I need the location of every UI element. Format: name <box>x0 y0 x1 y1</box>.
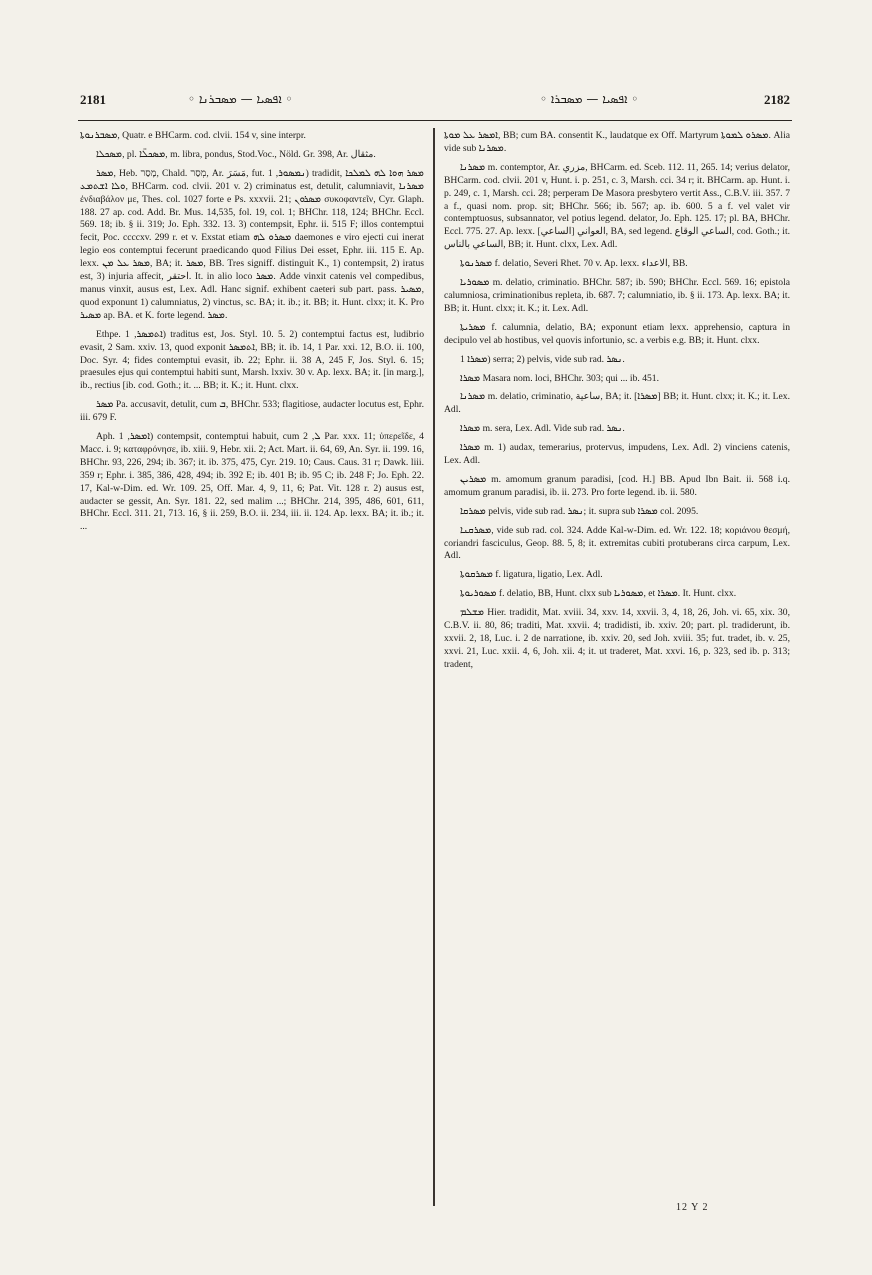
signature-mark: 12 Y 2 <box>676 1202 709 1213</box>
entry: ܐܡܣܪ ܥܠ ܡܘܬܐ, BB; cum BA. consentit K., laudatque ex Off. Martyrum ܡܣܪܘ ܠܡܘܬܐ. Alia vide sub ܡܣܪܢܐ. <box>444 130 790 154</box>
header-rule <box>78 120 792 121</box>
entry: ܡܣܘܪܝܘܬܐ f. delatio, BB, Hunt. clxx sub ܡܣܘܪܝܐ, et ܡܣܪܐ. It. Hunt. clxx. <box>460 588 737 600</box>
running-head-left: ◦ ܐܦܣܝܐ — ܡܣܒܪܢܐ ◦ <box>188 92 293 106</box>
page-header <box>80 92 790 110</box>
entry: ܡܣܪܐ m. 1) audax, temerarius, protervus, impudens, Lex. Adl. 2) vinciens catenis, Lex. Adl. <box>444 442 790 467</box>
entry: ܡܣܘܪܝܐ m. delatio, criminatio. BHChr. 587; ib. 590; BHChr. Eccl. 569. 16; epistola calumniosa, criminationibus repleta, ib. 687. 7; calumniatio, ib. § ii. 173. Ap. lexx. BA; it. BB; it. Hunt. clxx; it. K.; it. Lex. Adl. <box>444 277 790 314</box>
entry: ܡܣܪܝܬܐ f. calumnia, delatio, BA; exponunt etiam lexx. apprehensio, captura in decipulo vel ab hostibus, vel quovis infortunio, sc. a verbis e.g. BB; it. Hunt. clxx. <box>444 321 790 346</box>
entry: ܡܣܪܢܘܬܐ f. delatio, Severi Rhet. 70 v. Ap. lexx. الاعداء, BB. <box>460 258 688 270</box>
entry: ܡܫܠܡ Hier. tradidit, Mat. xviii. 34, xxv. 14, xxvii. 3, 4, 18, 26, Joh. vi. 65, xix. 30, C.B.V. ii. 80, 86; traditi, Mat. xxvii. 4; tradidisti, ib. xxiv. 20; part. pl. tradiderunt, ib. xxvii. 2, 18, Luc. i. 2 de narratione, ib. xxiv. 20, sed Joh. xviii. 35; fut. tradet, ib. v. 25, xxvi. 21, Luc. xxii. 4, 6, Joh. xii. 4; it. ut traderet, Mat. xxvi. 16, p. 323, sed ib. p. 313; tradent, <box>444 607 790 670</box>
entry: ܡܣܪܝܢ m. amomum granum paradisi, [cod. H.] BB. Apud Ibn Bait. ii. 568 i.q. amomum granum paradisi, ib. ii. 273. Pro forte legend. ib. ii. 580. <box>444 473 790 498</box>
entry: ܡܣܪܐ m. sera, Lex. Adl. Vide sub rad. ܢܣܪ. <box>460 423 625 435</box>
entry: Aph. ܐܡܣܪ, 1) contempsit, contemptui habuit, cum ܠ, 2 Par. xxx. 11; ὑπερεῖδε, 4 Macc. i. 9; καταφρόνησε, ib. xiii. 9, Hebr. xii. 2; Act. Mart. ii. 64, 69, An. Syr. ii. 199. 16, BHChr. 93, 226, 294; ib. 367; it. ib. 375, 475, Cyr. 219. 10; Caus. Caus. 31 r; Dawk. liii. 359 r; Ephr. i. 385, 386, 428, 494; ib. 392 E; ib. 401 B; ib. 95 C; ib. 248 F; Jo. Eph. 22. 17, Kal-w-Dim. ed. Wr. 109. 25, Off. Mar. 4, 9, 11, 6; Pat. Vit. 128 r. 2) ausus est, audacter se gessit, An. Syr. 181. 22, sed malim ...; BHChr. 214, 395, 486, 601, 611, BHChr. Eccl. 311. 21, 713. 16, § ii. 259, B.O. ii. 234, iii. ii. 124. Ap. lexx. BA; it. ib.; it. ... <box>80 431 424 533</box>
entry: ܡܣܪ, Heb. מָסַר, Chald. מְסַר, Ar. مَسَرَ, fut. ܢܡܣܘܪ, 1) tradidit, ܡܣܪ ܗܘܐ ܠܗ ܠܡܠܟܐ ܘܠܐ ܐܫܬܡܥ, BHCarm. cod. clvii. 201 v. 2) criminatus est, detulit, calumniavit, ܡܣܪܢܐ ἐνδιαβάλον με, Thes. col. 1027 forte e Ps. xxxvii. 21; ܡܣܪܘܢ συκοφαντεῖν, Cyr. Glaph. 188. 27 ap. cod. Add. Br. Mus. 14,535, fol. 19, col. 1; BHChr. 118, 124; BHChr. Eccl. 569. 18; ib. § ii. 319; Jo. Eph. 332. 13. 3) contempsit, Ephr. ii. 515 F; illos contemptui fecit, Poc. ccccxv. 299 r. et v. Exstat etiam ܡܣܪܘ ܠܗ daemones e viro ejecti cui inerat legio eos contemptui fecerunt praedicando quod Filius Dei esset, Ephr. iii. 115 E. Ap. lexx. ܡܣܪ ܥܠ ܡܢ, BA; it. ܡܣܪ, BB. Tres signiff. distinguit K., 1) contempsit, 2) iratus est, 3) injuria affecit, احتقر. It. in alio loco ܡܣܪ. Adde vinxit catenis vel compedibus, manus vinxit, ausus est, Lex. Adl. Hanc signif. exhibent caeteri sub part. pass. ܡܣܝܪ, quod exponunt 1) calumniatus, 2) vinctus, sc. BA; it. ib.; it. BB; it. Hunt. clxx; it. K. Pro ܡܣܝܪ ap. BA. et K. forte legend. ܡܣܪ. <box>80 167 424 321</box>
entry: ܡܣܪ Pa. accusavit, detulit, cum ܒ, BHChr. 533; flagitiose, audacter locutus est, Ephr. iii. 679 F. <box>80 399 424 424</box>
page-number-left: 2181 <box>80 92 106 107</box>
entry: ܡܣܪܐ 1) serra; 2) pelvis, vide sub rad. ܢܣܪ. <box>460 353 625 365</box>
right-column <box>444 130 790 1210</box>
entry: ܡܣܪܢܐ m. delatio, criminatio, ساعية, BA; it. [ܡܣܪܐ] BB; it. Hunt. clxx; it. K.; it. Lex. Adl. <box>444 391 790 416</box>
entry: ܡܣܪܩܐ pelvis, vide sub rad. ܢܣܪ; it. supra sub ܡܣܪܐ col. 2095. <box>460 505 699 517</box>
page-number-right: 2182 <box>764 92 790 107</box>
entry: ܡܣܪܩܘܬܐ f. ligatura, ligatio, Lex. Adl. <box>460 569 603 581</box>
column-divider <box>433 128 435 1206</box>
left-column <box>80 130 424 1210</box>
entry: ܡܣܪܩܢܐ, vide sub rad. col. 324. Adde Kal-w-Dim. ed. Wr. 122. 18; κοριάνου θεσμή, coriandri fasciculus, Geop. 88. 5, 8; it. extremitas cubiti protuberans circa carpum, Lex. Adl. <box>444 524 790 562</box>
entry: ܡܣܪܐ Masara nom. loci, BHChr. 303; qui ... ib. 451. <box>460 372 659 384</box>
entry: ܡܣܟܠܐ, pl. ܡܣܟܠ̈ܐ, m. libra, pondus, Stod.Voc., Nöld. Gr. 398, Ar. مثقال. <box>96 148 376 160</box>
entry: Ethpe. ܐܬܡܣܪ, 1) traditus est, Jos. Styl. 10. 5. 2) contemptui factus est, ludibrio evasit, 2 Sam. xxiv. 13, quod exponit ܐܬܡܣܪ, BB; it. ib. 14, 1 Par. xxi. 12, B.O. ii. 100, Doc. Syr. 4; fides contemptui evasit, ib. 22; Ephr. ii. 38 A, 245 F, Jos. Styl. 6. 15; praesules ejus qui contemptui habiti sunt, Marsh. lxxiv. 30 v. Ap. lexx. BA; it. [in marg.], ib., rectius [ib. cod. Goth.; it. ... BB; it. K.; it. Hunt. clxx. <box>80 328 424 392</box>
running-head-right: ◦ ܐܦܣܝܐ — ܡܣܒܪܐ ◦ <box>540 92 639 106</box>
entry: ܡܣܒܪܢܘܬܐ, Quatr. e BHCarm. cod. clvii. 154 v, sine interpr. <box>80 130 306 141</box>
entry: ܡܣܪܢܐ m. contemptor, Ar. مزري, BHCarm. ed. Sceb. 112. 11, 265. 14; verius delator, BHCarm. cod. clvii. 201 v, Hunt. i. p. 251, c. 3, Marsh. cci. 34 r; it. BHCarm. ap. Hunt. i. p. 249, c. 1, Marsh. cci. 28; perperam De Masora presbytero vertit Ass., C.B.V. iii. 357. 7 a f., quasi nom. prop. sit; BHChr. 566; ib. 567; ap. ib. 600. 5 a f. vel valet vir contemptuosus, subsannator, vel potius legend. delator, Jo. Eph. 125. 17; pl. BA, BHChr. Eccl. 775. 27. Ap. lexx. [الساعي] العواني, BA, sed legend. الساعي الوقاع, cod. Goth.; it. الساعي بالناس, BB; it. Hunt. clxx, Lex. Adl. <box>444 161 790 251</box>
